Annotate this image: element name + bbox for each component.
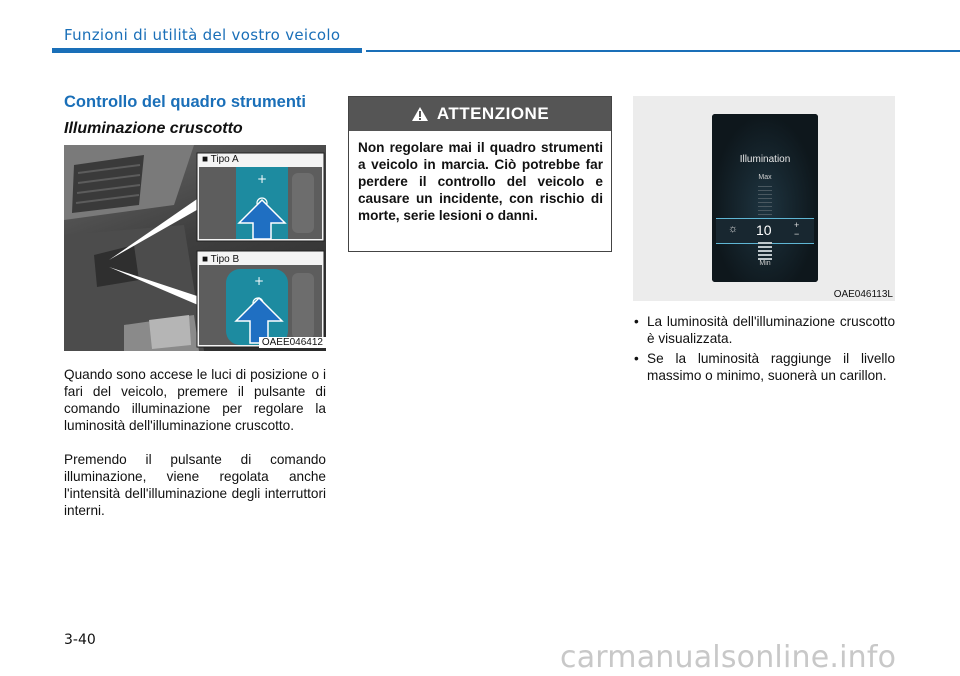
- dimmer-switch-figure: [64, 145, 326, 351]
- figure-code-2: OAE046113L: [833, 289, 893, 300]
- level-ticks-bottom: [758, 242, 772, 260]
- list-item: • Se la luminosità raggiunge il livello massimo o minimo, suonerà un carillon.: [633, 350, 895, 384]
- warning-text: Non regolare mai il quadro strumenti a veicolo in marcia. Ciò potrebbe far perdere il controllo del veicolo e causare un incidente, con rischio di morte, serie lesioni o danni.: [358, 140, 603, 223]
- warning-box: [348, 96, 612, 252]
- body-paragraph-1: Quando sono accese le luci di posizione o i fari del veicolo, premere il pulsante di comando illuminazione per regolare la luminosità dell'illuminazione cruscotto.: [64, 367, 326, 433]
- dashboard-illustration: [64, 145, 326, 351]
- watermark: carmanualsonline.info: [560, 640, 897, 675]
- plus-minus-icon: + −: [794, 220, 800, 239]
- level-ticks-top: [758, 186, 772, 216]
- level-value: 10: [756, 222, 772, 238]
- section-title: Funzioni di utilità del vostro veicolo: [64, 26, 341, 44]
- max-label: Max: [758, 174, 772, 181]
- svg-text:+: +: [254, 274, 265, 288]
- screen-title: Illumination: [739, 154, 791, 165]
- min-label: Min: [759, 260, 771, 267]
- figure-code-wrap: [64, 337, 326, 348]
- page-number: 3-40: [64, 632, 96, 648]
- warning-header: [349, 97, 611, 131]
- section-heading: Controllo del quadro strumenti: [64, 93, 306, 111]
- list-item: • La luminosità dell'illuminazione cruscotto è visualizzata.: [633, 313, 895, 347]
- type-a-label: ■ Tipo A: [202, 154, 239, 165]
- type-b-label: ■ Tipo B: [202, 254, 240, 265]
- level-selector: [716, 218, 814, 244]
- warning-title: ATTENZIONE: [436, 104, 550, 123]
- bullet-list: [633, 313, 895, 387]
- header-rule-thick: [52, 48, 362, 53]
- figure-code: OAEE046412: [259, 337, 326, 348]
- brightness-icon: ☼: [728, 223, 739, 235]
- body-paragraph-2: Premendo il pulsante di comando illuminazione, viene regolata anche l'intensità dell'illuminazione degli interruttori interni.: [64, 452, 326, 518]
- figure-code-wrap-2: [633, 289, 895, 300]
- section-subheading: Illuminazione cruscotto: [64, 120, 243, 137]
- svg-text:+: +: [257, 172, 268, 186]
- cluster-screen: [712, 114, 818, 282]
- warning-triangle-icon: [411, 106, 429, 122]
- illumination-display-figure: [633, 96, 895, 301]
- header-rule-thin: [366, 50, 960, 52]
